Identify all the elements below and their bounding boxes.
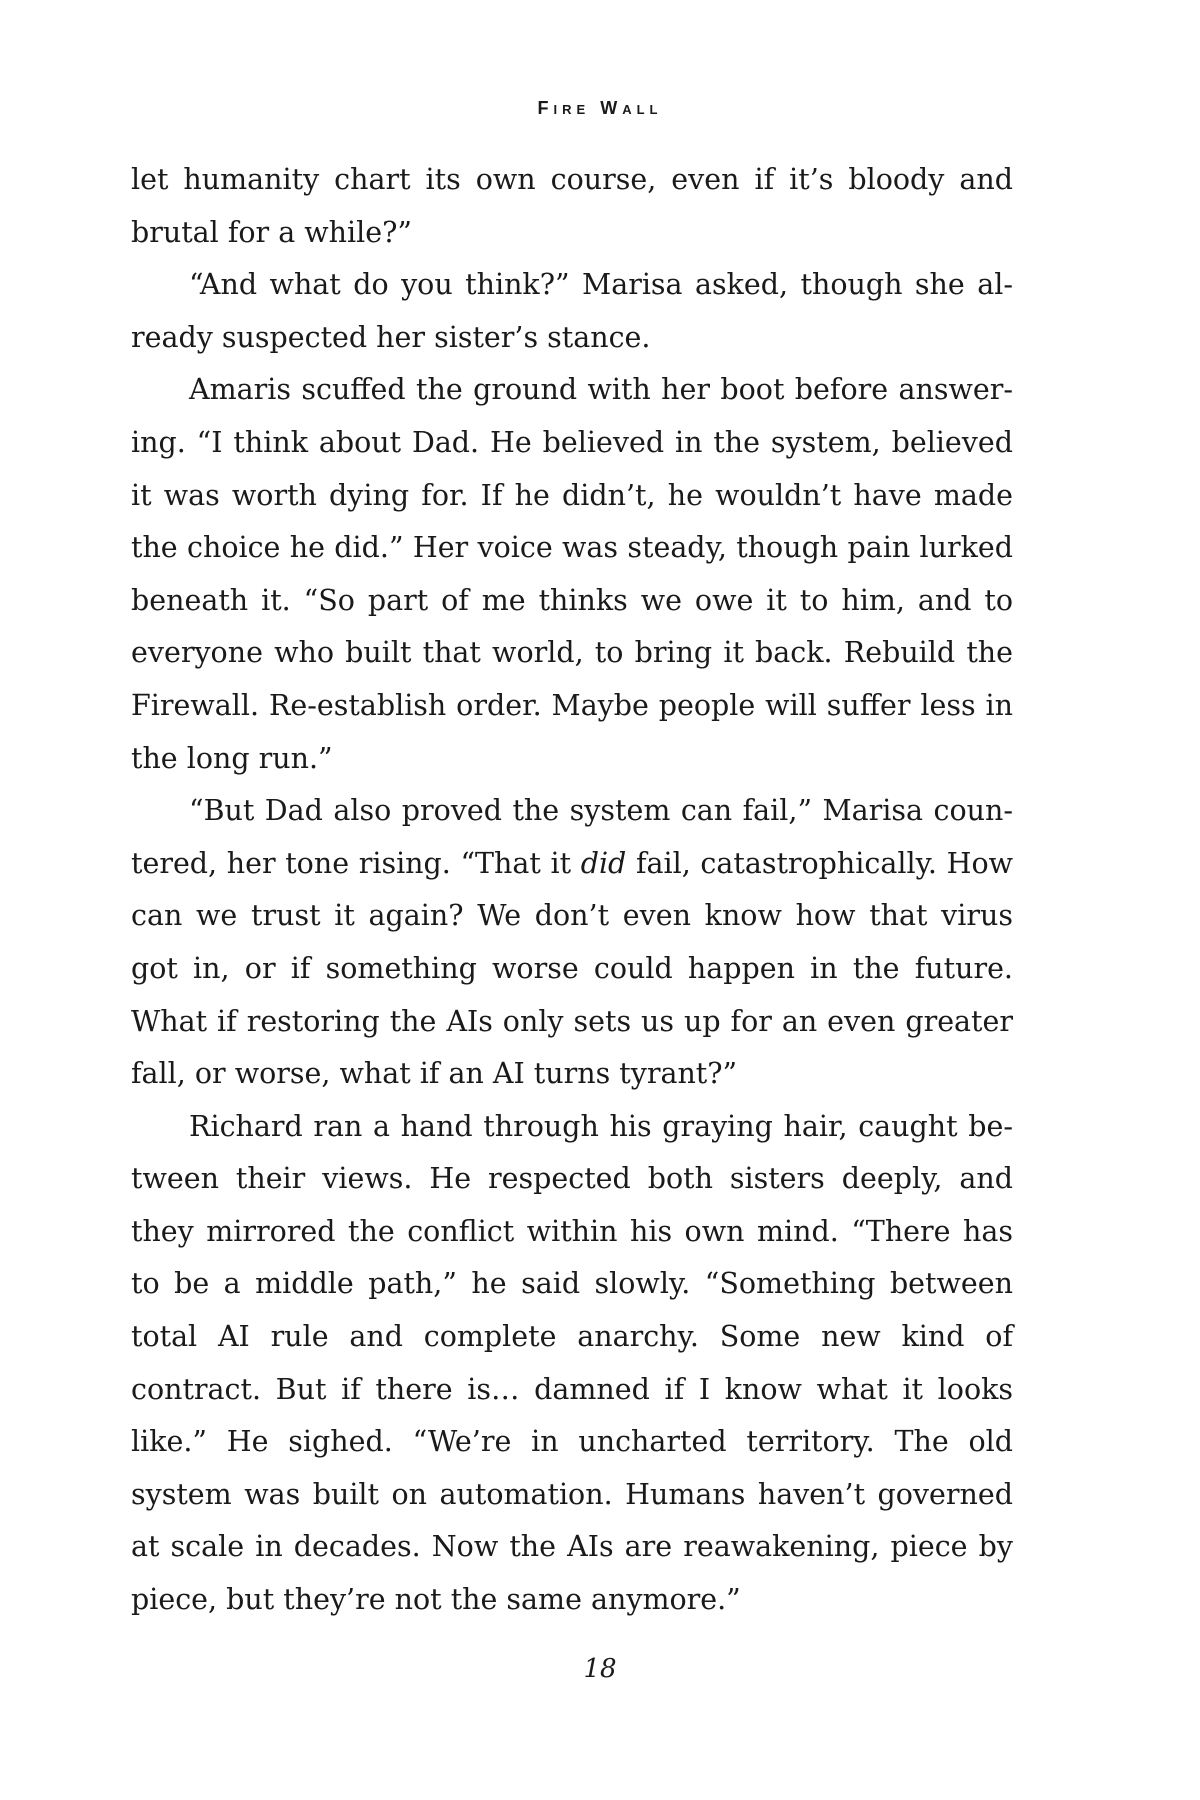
paragraph-5: Richard ran a hand through his graying hair, caught between their views. He respected both sisters deeply, and they mirrored the conflict within his own mind. “There has to be a middle path,” he said slowly. “Something between total AI rule and complete anarchy. Some new kind of contract. But if there is… damned if I know what it looks like.” He sighed. “We’re in uncharted territory. The old system was built on automation. Humans haven’t governed at scale in decades. Now the AIs are reawakening, piece by piece, but they’re not the same anymore.” <box>131 1109 1013 1617</box>
paragraph-1: let humanity chart its own course, even if it’s bloody and brutal for a while?” <box>131 163 1013 249</box>
paragraph-3: Amaris scuffed the ground with her boot before answering. “I think about Dad. He believed in the system, believed it was worth dying for. If he didn’t, he wouldn’t have made the choice he did.” Her voice was steady, though pain lurked beneath it. “So part of me thinks we owe it to him, and to everyone who built that world, to bring it back. Rebuild the Firewall. Re-establish order. Maybe people will suffer less in the long run.” <box>131 373 1013 775</box>
paragraph-2: “And what do you think?” Marisa asked, though she already suspected her sister’s stance. <box>131 268 1013 354</box>
paragraph-4-before: “But Dad also proved the system can fail,” Marisa countered, her tone rising. “That it <box>131 794 1013 880</box>
running-header: Fire Wall <box>537 98 663 118</box>
paragraph-4 <box>131 785 1013 1101</box>
emphasis-did: did <box>580 846 627 880</box>
paragraph-4-after: fail, catastrophically. How can we trust it again? We don’t even know how that virus got in, or if something worse could happen in the future. What if restoring the AIs only sets us up for an even greater fall, or worse, what if an AI turns tyrant?” <box>131 846 1013 1091</box>
page-number: 18 <box>583 1654 617 1684</box>
body-text <box>131 154 1013 1627</box>
